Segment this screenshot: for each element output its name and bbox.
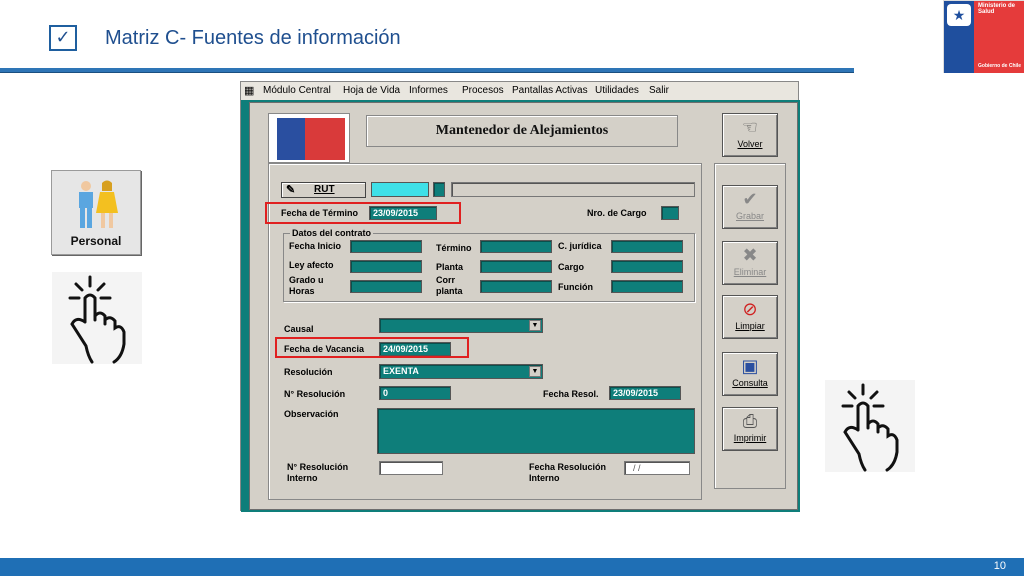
corr-planta-input[interactable] [480, 280, 552, 293]
grado-horas-label: Grado u Horas [289, 275, 324, 296]
no-sign-icon: ⊘ [742, 299, 758, 320]
fecha-resol-interno-input[interactable]: / / [624, 461, 690, 475]
ley-afecto-input[interactable] [350, 260, 422, 273]
ley-afecto-label: Ley afecto [289, 260, 334, 270]
form-panel [268, 163, 702, 500]
logo-ministry-text: Ministerio de Salud [978, 3, 1016, 15]
planta-label: Planta [436, 262, 464, 272]
funcion-input[interactable] [611, 280, 683, 293]
menu-pantallas-activas[interactable]: Pantallas Activas [512, 85, 588, 96]
fecha-resol-label: Fecha Resol. [543, 389, 599, 399]
menu-utilidades[interactable]: Utilidades [595, 85, 639, 96]
page-number: 10 [993, 560, 1006, 572]
n-resolucion-value: 0 [383, 388, 389, 398]
highlight-fecha-termino [265, 202, 461, 224]
title-underline [0, 68, 854, 73]
eliminar-button[interactable] [722, 241, 778, 285]
window-title-box [366, 115, 678, 147]
check-icon: ✔ [742, 189, 758, 210]
imprimir-label: Imprimir [733, 433, 767, 443]
c-juridica-input[interactable] [611, 240, 683, 253]
fecha-resol-interno-label: Fecha Resolución Interno [529, 462, 607, 483]
limpiar-button[interactable] [722, 295, 778, 339]
app-body [241, 100, 800, 512]
rut-button[interactable] [281, 182, 366, 198]
fecha-termino-label: Fecha de Término [281, 208, 359, 218]
limpiar-label: Limpiar [735, 321, 765, 331]
consulta-button[interactable] [722, 352, 778, 396]
c-juridica-label: C. jurídica [558, 241, 602, 251]
eliminar-label: Eliminar [733, 267, 767, 277]
n-resol-interno-input[interactable] [379, 461, 443, 475]
cargo-label: Cargo [558, 262, 585, 272]
app-logo-blue [277, 118, 305, 160]
menu-hoja-de-vida[interactable]: Hoja de Vida [343, 85, 401, 96]
checkbox-icon: ✓ [49, 25, 77, 51]
personal-label: Personal [70, 234, 122, 248]
nro-cargo-input[interactable] [661, 206, 679, 220]
logo-government-text: Gobierno de Chile [978, 63, 1022, 69]
corr-planta-label: Corr planta [436, 275, 463, 296]
crest-icon: ★ [947, 4, 971, 26]
fecha-termino-value: 23/09/2015 [373, 208, 419, 218]
nro-cargo-label: Nro. de Cargo [587, 208, 647, 218]
highlight-fecha-vacancia [275, 337, 469, 358]
n-resolucion-input[interactable] [379, 386, 451, 400]
observacion-textarea[interactable] [377, 408, 695, 454]
rut-input[interactable] [371, 182, 429, 197]
people-icon [74, 179, 120, 233]
menu-modulo-central[interactable]: Módulo Central [263, 85, 331, 96]
slide-title: Matriz C- Fuentes de información [105, 27, 401, 49]
fecha-inicio-input[interactable] [350, 240, 422, 253]
consulta-label: Consulta [732, 378, 768, 388]
grabar-button[interactable] [722, 185, 778, 229]
grabar-label: Grabar [735, 211, 764, 221]
app-window [240, 81, 799, 511]
causal-label: Causal [284, 324, 314, 334]
rut-dv-input[interactable] [433, 182, 445, 197]
datos-contrato-title: Datos del contrato [292, 228, 372, 238]
volver-button[interactable] [722, 113, 778, 157]
touch-hand-icon [825, 380, 915, 472]
ministry-logo [943, 0, 1024, 73]
causal-select[interactable] [379, 318, 543, 333]
chevron-down-icon[interactable]: ▼ [529, 366, 541, 377]
hand-pointer-icon: ☜ [741, 117, 759, 138]
app-menu-icon[interactable]: ▦ [244, 85, 255, 97]
window-title: Mantenedor de Alejamientos [435, 123, 609, 138]
funcion-label: Función [558, 282, 593, 292]
form-container [249, 102, 798, 510]
termino-label: Término [436, 243, 472, 253]
fecha-resol-value: 23/09/2015 [613, 388, 659, 398]
termino-input[interactable] [480, 240, 552, 253]
menu-informes[interactable]: Informes [409, 85, 448, 96]
resolucion-label: Resolución [284, 367, 333, 377]
fecha-resol-input[interactable] [609, 386, 681, 400]
personal-shortcut[interactable] [51, 170, 141, 255]
imprimir-button[interactable] [722, 407, 778, 451]
fecha-vacancia-label: Fecha de Vacancia [284, 344, 365, 354]
cargo-input[interactable] [611, 260, 683, 273]
n-resolucion-label: N° Resolución [284, 389, 346, 399]
app-logo-red [305, 118, 345, 160]
fecha-vacancia-value: 24/09/2015 [383, 344, 429, 354]
chevron-down-icon[interactable]: ▼ [529, 320, 541, 331]
grado-horas-input[interactable] [350, 280, 422, 293]
touch-hand-icon [52, 272, 142, 364]
computer-icon: ▣ [741, 356, 759, 377]
observacion-label: Observación [284, 409, 339, 419]
edit-document-icon: ✎ [286, 184, 296, 196]
menu-bar [241, 82, 798, 100]
menu-salir[interactable]: Salir [649, 85, 670, 96]
printer-icon: ⎙ [742, 411, 758, 432]
resolucion-select[interactable] [379, 364, 543, 379]
volver-label: Volver [737, 139, 763, 149]
x-icon: ✖ [742, 245, 758, 266]
rut-label: RUT [314, 184, 335, 195]
fecha-inicio-label: Fecha Inicio [289, 241, 342, 251]
datos-contrato-group [283, 228, 695, 302]
app-logo [268, 113, 350, 163]
footer-bar [0, 558, 1024, 576]
n-resol-interno-label: N° Resolución Interno [287, 462, 349, 483]
resolucion-value: EXENTA [383, 366, 419, 376]
planta-input[interactable] [480, 260, 552, 273]
employee-name-field [451, 182, 695, 197]
menu-procesos[interactable]: Procesos [462, 85, 504, 96]
